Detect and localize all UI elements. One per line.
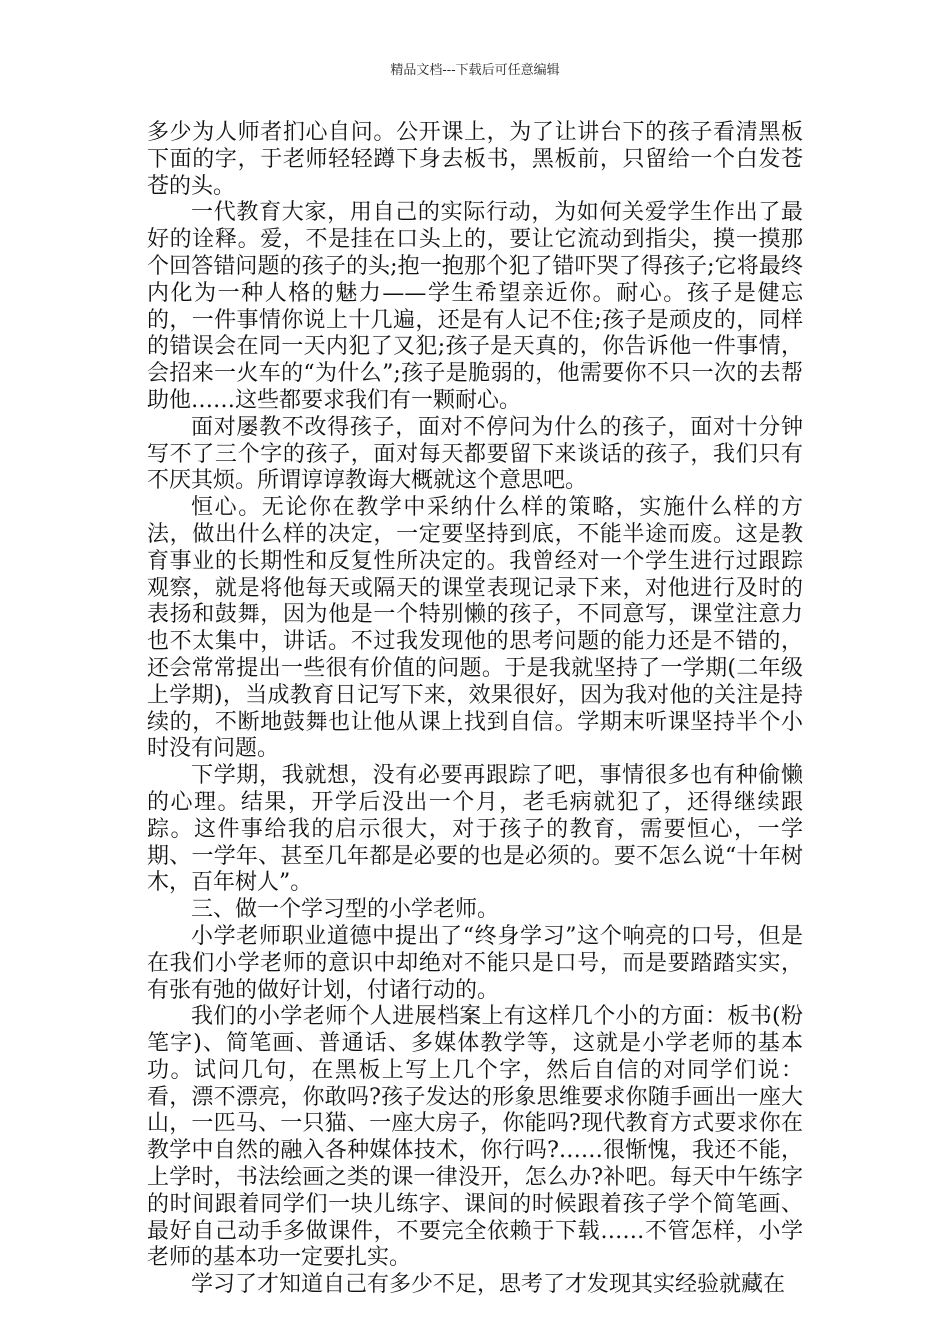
paragraph-2: 一代教育大家，用自己的实际行动，为如何关爱学生作出了最好的诠释。爱，不是挂在口头上的，要让它流动到指尖，摸一摸那个回答错问题的孩子的头;抱一抱那个犯了错吓哭了得孩子;它将最终内化为一种人格的魅力——学生希望亲近你。耐心。孩子是健忘的，一件事情你说上十几遍，还是有人记不住;孩子是顽皮的，同样的错误会在同一天内犯了又犯;孩子是天真的，你告诉他一件事情，会招来一火车的“为什么”;孩子是脆弱的，他需要你不只一次的去帮助他……这些都要求我们有一颗耐心。 (147, 200, 803, 413)
paragraph-4: 恒心。无论你在教学中采纳什么样的策略，实施什么样的方法，做出什么样的决定，一定要坚持到底，不能半途而废。这是教育事业的长期性和反复性所决定的。我曾经对一个学生进行过跟踪观察，就是将他每天或隔天的课堂表现记录下来，对他进行及时的表扬和鼓舞，因为他是一个特别懒的孩子，不同意写，课堂注意力也不太集中，讲话。不过我发现他的思考问题的能力还是不错的，还会常常提出一些很有价值的问题。于是我就坚持了一学期(二年级上学期)，当成教育日记写下来，效果很好，因为我对他的关注是持续的，不断地鼓舞也让他从课上找到自信。学期末听课坚持半个小时没有问题。 (147, 495, 803, 762)
paragraph-6: 小学老师职业道德中提出了“终身学习”这个响亮的口号，但是在我们小学老师的意识中却绝对不能只是口号，而是要踏踏实实，有张有弛的做好计划，付诸行动的。 (147, 923, 803, 1003)
paragraph-1: 多少为人师者扪心自问。公开课上，为了让讲台下的孩子看清黑板下面的字，于老师轻轻蹲下身去板书，黑板前，只留给一个白发苍苍的头。 (147, 120, 803, 199)
paragraph-5: 下学期，我就想，没有必要再跟踪了吧，事情很多也有种偷懒的心理。结果，开学后没出一个月，老毛病就犯了，还得继续跟踪。这件事给我的启示很大，对于孩子的教育，需要恒心，一学期、一学年、甚至几年都是必要的也是必须的。要不怎么说“十年树木，百年树人”。 (147, 763, 803, 896)
paragraph-7: 我们的小学老师个人进展档案上有这样几个小的方面：板书(粉笔字)、简笔画、普通话、多媒体教学等，这就是小学老师的基本功。试问几句，在黑板上写上几个字，然后自信的对同学们说：看，漂不漂亮，你敢吗?孩子发达的形象思维要求你随手画出一座大山，一匹马、一只猫、一座大房子，你能吗?现代教育方式要求你在教学中自然的融入各种媒体技术，你行吗?……很惭愧，我还不能，上学时，书法绘画之类的课一律没开，怎么办?补吧。每天中午练字的时间跟着同学们一块儿练字、课间的时候跟着孩子学个简笔画、最好自己动手多做课件，不要完全依赖于下载……不管怎样，小学老师的基本功一定要扎实。 (147, 1004, 803, 1271)
paragraph-3: 面对屡教不改得孩子，面对不停问为什么的孩子，面对十分钟写不了三个字的孩子，面对每天都要留下来谈话的孩子，我们只有不厌其烦。所谓谆谆教诲大概就这个意思吧。 (147, 414, 803, 494)
paragraph-8: 学习了才知道自己有多少不足，思考了才发现其实经验就藏在 (191, 1272, 786, 1298)
document-body (147, 120, 803, 1299)
page-header: 精品文档---下载后可任意编辑 (390, 63, 560, 78)
section-heading-3: 三、做一个学习型的小学老师。 (191, 897, 500, 923)
